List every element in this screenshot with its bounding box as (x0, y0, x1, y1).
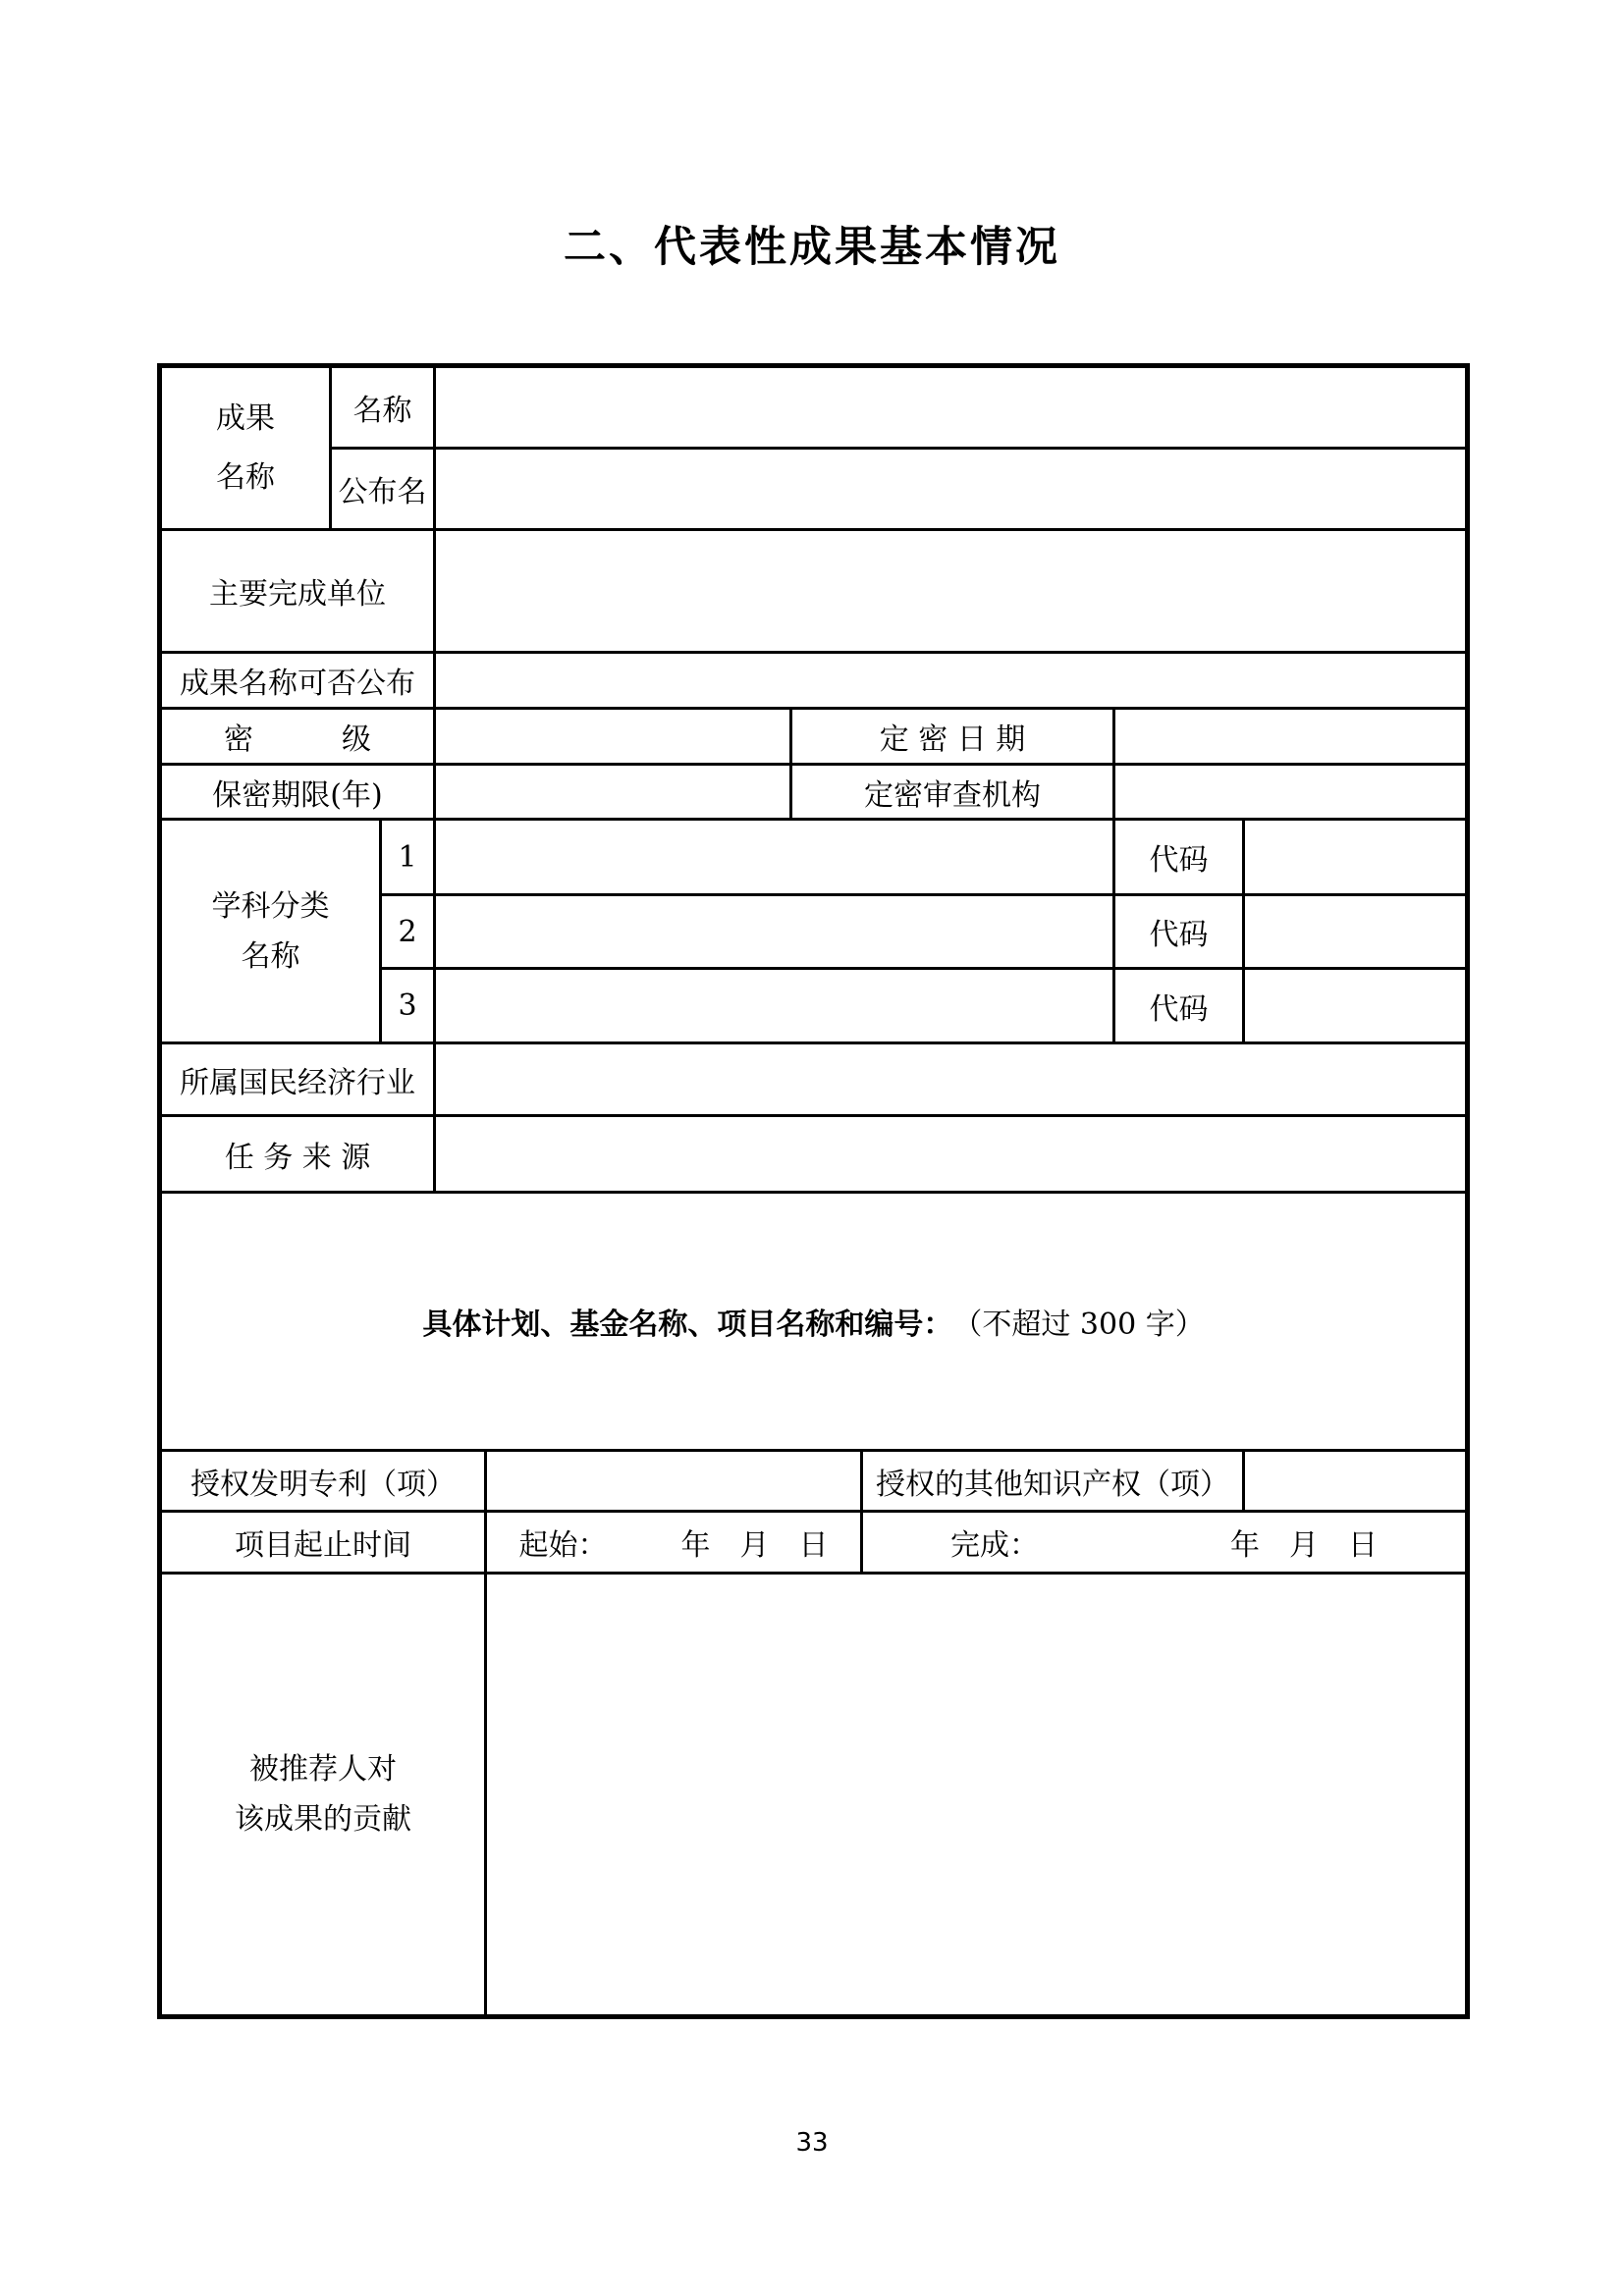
result-name-group-label-line1: 成果 (216, 400, 275, 436)
discipline-code-label-3: 代码 (1114, 969, 1244, 1043)
discipline-group-label-line1: 学科分类 (211, 888, 330, 924)
secrecy-level-label: 密 级 (160, 709, 435, 765)
table-row (160, 1512, 1468, 1574)
secrecy-date-label: 定 密 日 期 (791, 709, 1114, 765)
contribution-label-line1: 被推荐人对 (249, 1752, 397, 1787)
project-end-input[interactable]: 完成： 年 月 日 (862, 1512, 1468, 1574)
name-publishable-input[interactable] (435, 653, 1468, 709)
result-name-group-label (160, 366, 331, 530)
table-row (160, 1451, 1468, 1512)
form-table (157, 363, 1470, 2019)
secrecy-period-label: 保密期限(年) (160, 765, 435, 820)
invention-patents-label: 授权发明专利（项） (160, 1451, 486, 1512)
table-row (160, 820, 1468, 895)
name-label: 名称 (331, 366, 435, 449)
secrecy-date-input[interactable] (1114, 709, 1468, 765)
plan-fund-label: 具体计划、基金名称、项目名称和编号： (422, 1308, 968, 1342)
contribution-label-line2: 该成果的贡献 (235, 1802, 411, 1837)
discipline-group-label (160, 820, 381, 1043)
table-row (160, 653, 1468, 709)
page-title: 二、代表性成果基本情况 (564, 223, 1060, 272)
name-input[interactable] (435, 366, 1468, 449)
contribution-input[interactable] (486, 1574, 1468, 2017)
discipline-code-label-2: 代码 (1114, 895, 1244, 969)
task-source-input[interactable] (435, 1116, 1468, 1193)
secrecy-period-input[interactable] (435, 765, 791, 820)
table-row (160, 530, 1468, 653)
table-row (160, 449, 1468, 530)
plan-fund-note: （不超过 300 字） (967, 1308, 1205, 1342)
public-name-label: 公布名 (331, 449, 435, 530)
page-number: 33 (795, 2128, 829, 2158)
discipline-code-input-1[interactable] (1244, 820, 1468, 895)
main-completion-unit-label: 主要完成单位 (160, 530, 435, 653)
plan-fund-input[interactable] (160, 1193, 1468, 1451)
other-ip-label: 授权的其他知识产权（项） (862, 1451, 1244, 1512)
discipline-name-input-1[interactable] (435, 820, 1114, 895)
table-row (160, 1116, 1468, 1193)
discipline-name-input-3[interactable] (435, 969, 1114, 1043)
other-ip-input[interactable] (1244, 1451, 1468, 1512)
discipline-group-label-line2: 名称 (241, 938, 300, 974)
discipline-row-index: 2 (381, 895, 435, 969)
discipline-code-input-2[interactable] (1244, 895, 1468, 969)
discipline-row-index: 3 (381, 969, 435, 1043)
table-row (160, 1043, 1468, 1116)
invention-patents-input[interactable] (486, 1451, 862, 1512)
secrecy-level-input[interactable] (435, 709, 791, 765)
discipline-code-label-1: 代码 (1114, 820, 1244, 895)
result-name-group-label-line2: 名称 (216, 459, 275, 495)
public-name-input[interactable] (435, 449, 1468, 530)
national-economy-industry-label: 所属国民经济行业 (160, 1043, 435, 1116)
table-row (160, 1574, 1468, 2017)
name-publishable-label: 成果名称可否公布 (160, 653, 435, 709)
project-start-input[interactable]: 起始： 年 月 日 (486, 1512, 862, 1574)
table-row (160, 765, 1468, 820)
secrecy-review-org-input[interactable] (1114, 765, 1468, 820)
secrecy-review-org-label: 定密审查机构 (791, 765, 1114, 820)
table-row (160, 709, 1468, 765)
national-economy-industry-input[interactable] (435, 1043, 1468, 1116)
main-completion-unit-input[interactable] (435, 530, 1468, 653)
discipline-name-input-2[interactable] (435, 895, 1114, 969)
discipline-row-index: 1 (381, 820, 435, 895)
task-source-label: 任 务 来 源 (160, 1116, 435, 1193)
discipline-code-input-3[interactable] (1244, 969, 1468, 1043)
project-duration-label: 项目起止时间 (160, 1512, 486, 1574)
contribution-label (160, 1574, 486, 2017)
table-row (160, 1193, 1468, 1451)
table-row (160, 366, 1468, 449)
